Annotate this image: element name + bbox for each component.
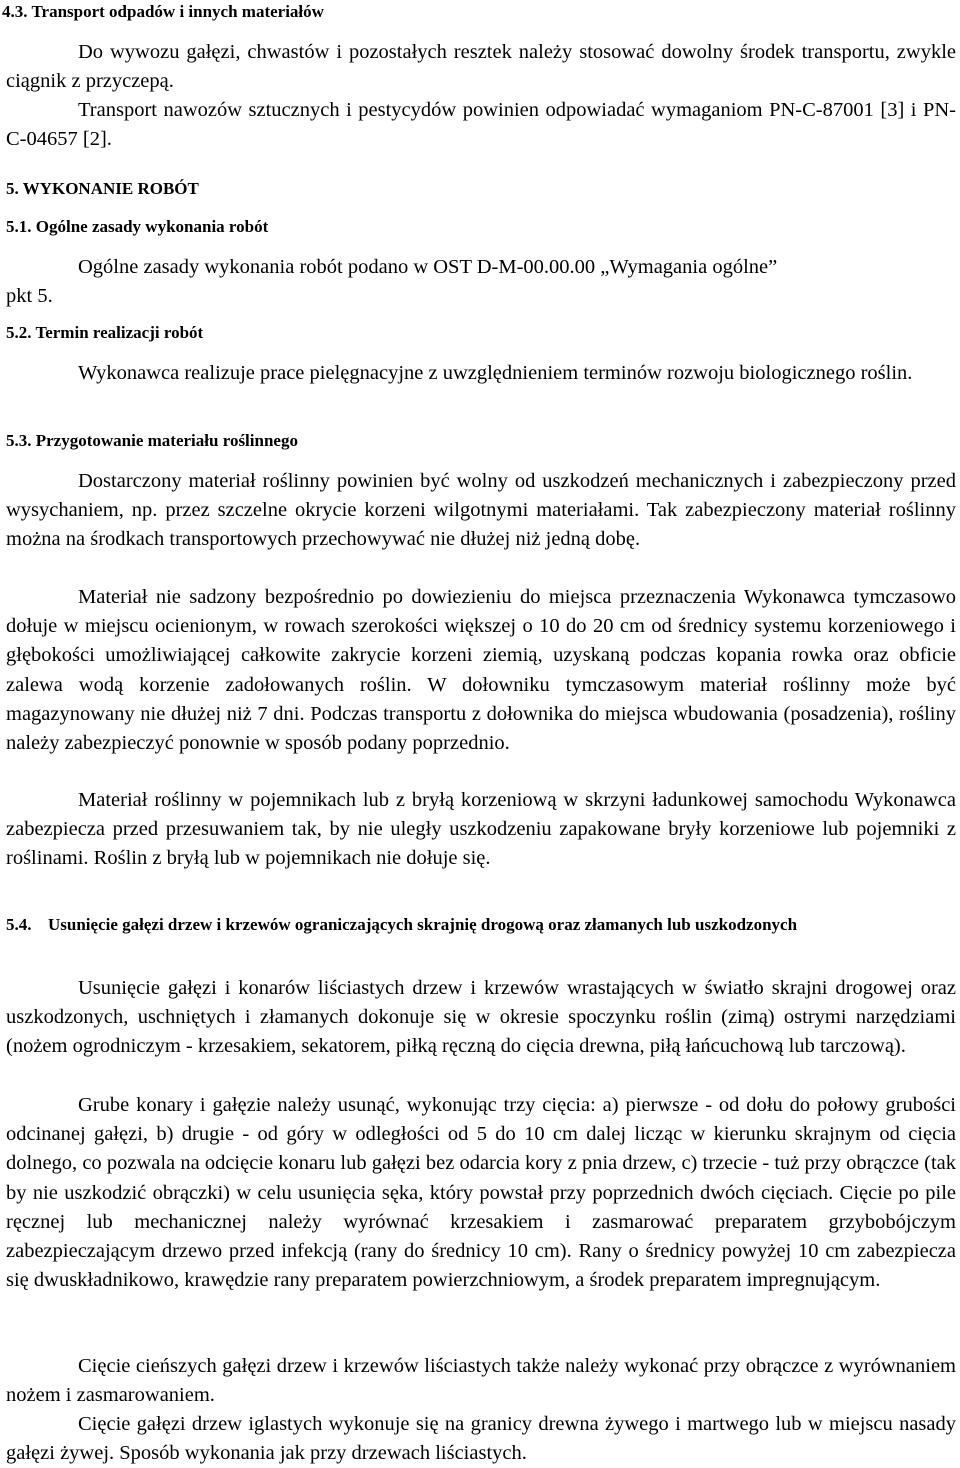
section-4-3-paragraph-2: Transport nawozów sztucznych i pestycydów powinien odpowiadać wymaganiom PN-C-87001 [3] i PN-C-04657 [2]. — [6, 99, 956, 151]
section-5-4-number: 5.4. — [6, 915, 32, 934]
section-5-1-text: Ogólne zasady wykonania robót podano w OST D-M-00.00.00 „Wymagania ogólne” — [78, 256, 778, 278]
section-5-4-paragraph-1: Usunięcie gałęzi i konarów liściastych drzew i krzewów wrastających w światło skrajni drogowej oraz uszkodzonych, uschniętych i złamanych dokonuje się w okresie spoczynku roślin (zimą) ostrymi narzędziami (nożem ogrodniczym - krzesakiem, sekatorem, piłką ręczną do cięcia drewna, piłą łańcuchową lub tarczową). — [6, 977, 956, 1058]
section-5-4-title: Usunięcie gałęzi drzew i krzewów ograniczających skrajnię drogową oraz złamanych lub uszkodzonych — [48, 915, 798, 934]
section-5-2-paragraph: Wykonawca realizuje prace pielęgnacyjne z uwzględnieniem terminów rozwoju biologicznego roślin. — [78, 362, 913, 384]
section-5-3-paragraph-3: Materiał roślinny w pojemnikach lub z bryłą korzeniową w skrzyni ładunkowej samochodu Wykonawca zabezpiecza przed przesuwaniem tak, by nie uległy uszkodzeniu zapakowane bryły korzeniowe lub pojemniki z roślinami. Roślin z bryłą lub w pojemnikach nie dołuje się. — [6, 789, 956, 870]
section-5-4-paragraph-4: Cięcie gałęzi drzew iglastych wykonuje się na granicy drewna żywego i martwego lub w miejscu nasady gałęzi żywej. Sposób wykonania jak przy drzewach liściastych. — [6, 1413, 956, 1465]
section-5-3-paragraph-1: Dostarczony materiał roślinny powinien być wolny od uszkodzeń mechanicznych i zabezpieczony przed wysychaniem, np. przez szczelne okrycie korzeni wilgotnymi materiałami. Tak zabezpieczony materiał roślinny można na środkach transportowych przechowywać nie dłużej niż jedną dobę. — [6, 470, 956, 551]
section-5-3-paragraph-2: Materiał nie sadzony bezpośrednio po dowiezieniu do miejsca przeznaczenia Wykonawca tymczasowo dołuje w miejscu ocienionym, w rowach szerokości większej o 10 do 20 cm od średnicy systemu korzeniowego i głębokości umożliwiającej całkowite zakrycie korzeni ziemią, uzyskaną podczas kopania rowka oraz obficie zalewa wodą korzenie zadołowanych roślin. W dołowniku tymczasowym materiał roślinny może być magazynowany nie dłużej niż 7 dni. Podczas transportu z dołownika do miejsca wbudowania (posadzenia), rośliny należy zabezpieczyć ponownie w sposób podany poprzednio. — [6, 586, 956, 755]
section-4-3-heading: 4.3. Transport odpadów i innych materiałów — [2, 2, 324, 21]
section-5-4-paragraph-3: Cięcie cieńszych gałęzi drzew i krzewów liściastych także należy wykonać przy obrączce z wyrównaniem nożem i zasmarowaniem. — [6, 1355, 956, 1407]
section-5-1-heading: 5.1. Ogólne zasady wykonania robót — [6, 217, 269, 236]
section-5-heading: 5. WYKONANIE ROBÓT — [6, 179, 199, 198]
section-5-2-heading: 5.2. Termin realizacji robót — [6, 323, 204, 342]
section-5-4-heading — [6, 914, 956, 936]
section-4-3-paragraph-1: Do wywozu gałęzi, chwastów i pozostałych resztek należy stosować dowolny środek transportu, zwykle ciągnik z przyczepą. — [6, 41, 956, 93]
section-5-3-heading: 5.3. Przygotowanie materiału roślinnego — [6, 431, 298, 450]
section-5-1-text-continued: pkt 5. — [6, 285, 53, 307]
section-5-4-paragraph-2: Grube konary i gałęzie należy usunąć, wykonując trzy cięcia: a) pierwsze - od dołu do połowy grubości odcinanej gałęzi, b) drugie - od góry w odległości od 5 do 10 cm dalej licząc w kierunku skrajnym od cięcia dolnego, co pozwala na odcięcie konaru lub gałęzi bez odarcia kory z pnia drzew, c) trzecie - tuż przy obrączce (tak by nie uszkodzić obrączki) w celu usunięcia sęka, który powstał przy poprzednich dwóch cięciach. Cięcie po pile ręcznej lub mechanicznej należy wyrównać krzesakiem i zasmarować preparatem grzybobójczym zabezpieczającym drzewo przed infekcją (rany do średnicy 10 cm). Rany o średnicy powyżej 10 cm zabezpiecza się dwuskładnikowo, krawędzie rany preparatem powierzchniowym, a środek preparatem impregnującym. — [6, 1094, 956, 1292]
